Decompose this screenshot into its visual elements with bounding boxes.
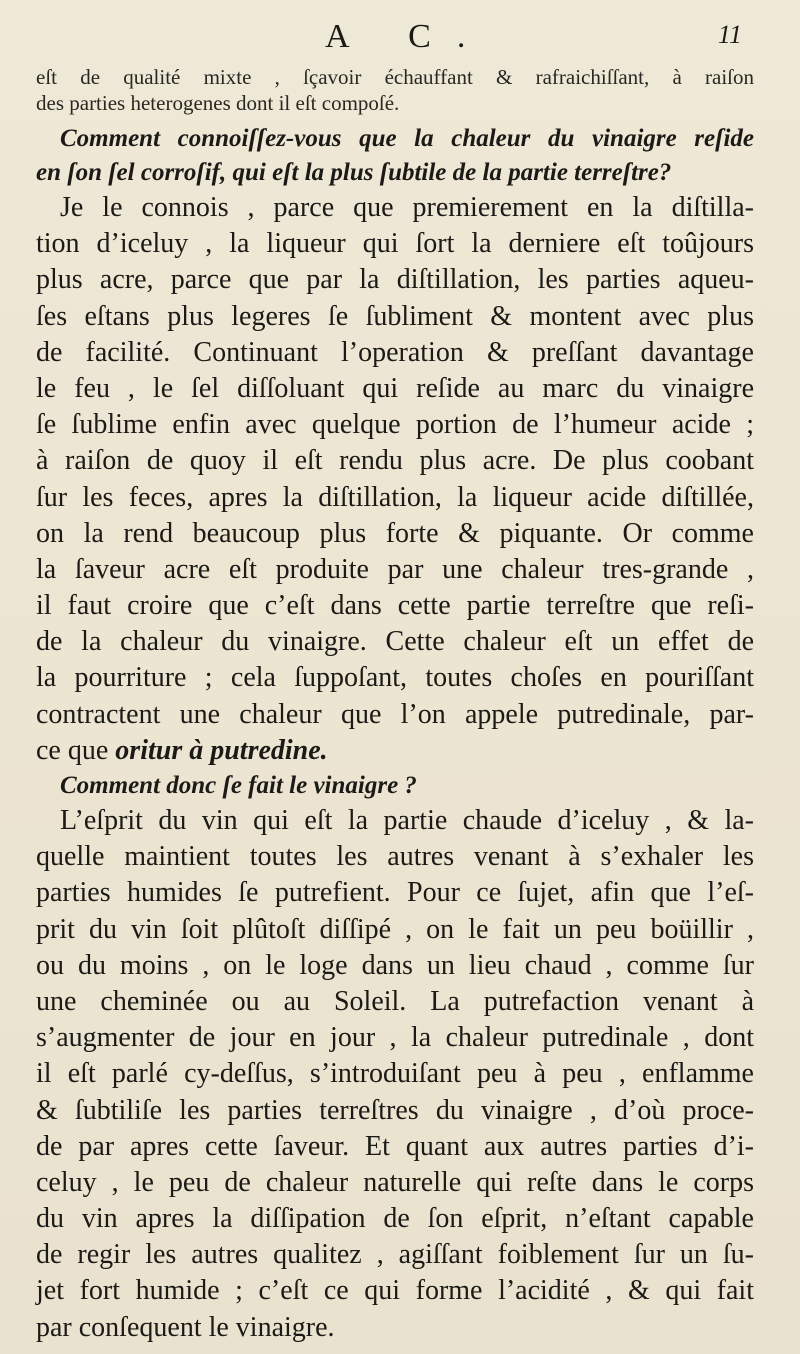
text-line: contractent une chaleur que l’on appele putredinale, par-	[36, 698, 754, 730]
text-line: à raiſon de quoy il eſt rendu plus acre. De plus coobant	[36, 445, 754, 477]
text-line: eſt de qualité mixte , ſçavoir échauffant & rafraichiſſant, à raiſon	[36, 65, 754, 89]
text-line: ſe ſublime enfin avec quelque portion de l’humeur acide ;	[36, 409, 754, 441]
text-line: & ſubtiliſe les parties terreſtres du vinaigre , d’où proce-	[36, 1094, 754, 1126]
answer-paragraph-1	[36, 190, 754, 769]
text-line: une cheminée ou au Soleil. La putrefaction venant à	[36, 985, 754, 1017]
text-line: il faut croire que c’eſt dans cette partie terreſtre que reſi-	[36, 590, 754, 622]
text-line: parties humides ſe putrefient. Pour ce ſujet, afin que l’eſ-	[36, 877, 754, 909]
question-line: Comment connoiſſez-vous que la chaleur du vinaigre reſide	[60, 125, 754, 152]
page-number: 11	[717, 20, 742, 49]
running-head	[0, 18, 800, 58]
text-line: le feu , le ſel diſſoluant qui reſide au marc du vinaigre	[36, 372, 754, 404]
text-line: la pourriture ; cela ſuppoſant, toutes choſes en pouriſſant	[36, 662, 754, 694]
text-line: ou du moins , on le loge dans un lieu chaud , comme ſur	[36, 949, 754, 981]
text-line: Je le connois , parce que premierement en la diſtilla-	[60, 192, 754, 223]
running-head-title: A C.	[325, 18, 492, 55]
text-line: des parties heterogenes dont il eſt compoſé.	[36, 91, 400, 115]
text-line: on la rend beaucoup plus forte & piquante. Or comme	[36, 517, 754, 549]
question-heading-2	[36, 769, 754, 803]
text-line: s’augmenter de jour en jour , la chaleur putredinale , dont	[36, 1022, 754, 1054]
text-line: plus acre, parce que par la diſtillation, les parties aqueu-	[36, 264, 754, 296]
text-line: la ſaveur acre eſt produite par une chaleur tres-grande ,	[36, 553, 754, 585]
latin-phrase: oritur à putredine.	[115, 734, 328, 766]
question-line: Comment donc ſe fait le vinaigre ?	[60, 772, 417, 799]
text-line: de facilité. Continuant l’operation & preſſant davantage	[36, 336, 754, 368]
text-line: de la chaleur du vinaigre. Cette chaleur eſt un effet de	[36, 626, 754, 658]
intro-paragraph	[36, 64, 754, 116]
answer-paragraph-2	[36, 803, 754, 1346]
text-line: jet fort humide ; c’eſt ce qui forme l’acidité , & qui fait	[36, 1275, 754, 1307]
text-line: ſur les feces, apres la diſtillation, la liqueur acide diſtillée,	[36, 481, 754, 513]
text-line: quelle maintient toutes les autres venant à s’exhaler les	[36, 841, 754, 873]
text-line: tion d’iceluy , la liqueur qui ſort la derniere eſt toûjours	[36, 228, 754, 260]
text-line: de regir les autres qualitez , agiſſant foiblement ſur un ſu-	[36, 1239, 754, 1271]
question-line: en ſon ſel corroſif, qui eſt la plus ſubtile de la partie terreſtre?	[36, 159, 672, 186]
text-line-final	[36, 733, 754, 769]
text-line: ſes eſtans plus legeres ſe ſubliment & montent avec plus	[36, 300, 754, 332]
text-line: par conſequent le vinaigre.	[36, 1311, 335, 1343]
text-line: celuy , le peu de chaleur naturelle qui reſte dans le corps	[36, 1166, 754, 1198]
text-fragment: ce que	[36, 734, 116, 766]
text-line: L’eſprit du vin qui eſt la partie chaude d’iceluy , & la-	[60, 805, 754, 836]
text-line: du vin apres la diſſipation de ſon eſprit, n’eſtant capable	[36, 1203, 754, 1235]
text-line: de par apres cette ſaveur. Et quant aux autres parties d’i-	[36, 1130, 754, 1162]
page-text	[36, 64, 754, 1346]
question-heading-1	[36, 122, 754, 190]
text-line: il eſt parlé cy-deſſus, s’introduiſant peu à peu , enflamme	[36, 1058, 754, 1090]
text-line: prit du vin ſoit plûtoſt diſſipé , on le fait un peu boüillir ,	[36, 913, 754, 945]
